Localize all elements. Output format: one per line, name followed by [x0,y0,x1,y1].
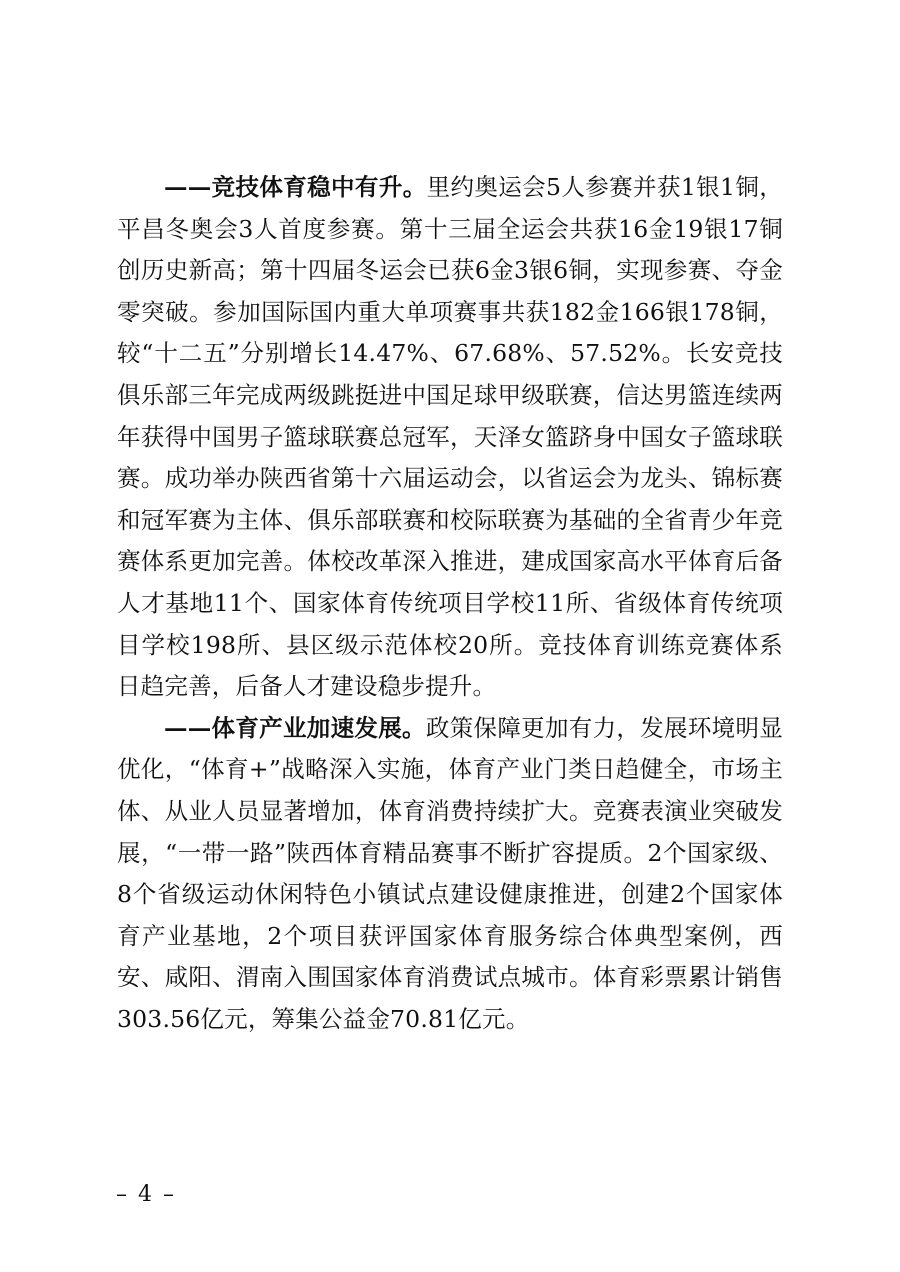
paragraph-competitive-sports [117,167,783,708]
paragraph-heading: ——体育产业加速发展。 [164,713,426,742]
paragraph-body: 政策保障更加有力，发展环境明显优化，“体育+”战略深入实施，体育产业门类日趋健全，市场主体、从业人员显著增加，体育消费持续扩大。竞赛表演业突破发展，“一带一路”陕西体育精品赛事不断扩容提质。2个国家级、8个省级运动休闲特色小镇试点建设健康推进，创建2个国家体育产业基地，2个项目获评国家体育服务综合体典型案例，西安、咸阳、渭南入围国家体育消费试点城市。体育彩票累计销售303.56亿元，筹集公益金70.81亿元。 [117,713,784,1033]
page-number: – 4 – [116,1182,176,1207]
paragraph-sports-industry [117,708,783,1041]
document-page [117,167,783,1040]
paragraph-body: 里约奥运会5人参赛并获1银1铜，平昌冬奥会3人首度参赛。第十三届全运会共获16金19银17铜创历史新高；第十四届冬运会已获6金3银6铜，实现参赛、夺金零突破。参加国际国内重大单项赛事共获182金166银178铜，较“十二五”分别增长14.47%、67.68%、57.52%。长安竞技俱乐部三年完成两级跳挺进中国足球甲级联赛，信达男篮连续两年获得中国男子篮球联赛总冠军，天泽女篮跻身中国女子篮球联赛。成功举办陕西省第十六届运动会，以省运会为龙头、锦标赛和冠军赛为主体、俱乐部联赛和校际联赛为基础的全省青少年竞赛体系更加完善。体校改革深入推进，建成国家高水平体育后备人才基地11个、国家体育传统项目学校11所、省级体育传统项目学校198所、县区级示范体校20所。竞技体育训练竞赛体系日趋完善，后备人才建设稳步提升。 [117,173,783,701]
paragraph-heading: ——竞技体育稳中有升。 [164,173,427,201]
